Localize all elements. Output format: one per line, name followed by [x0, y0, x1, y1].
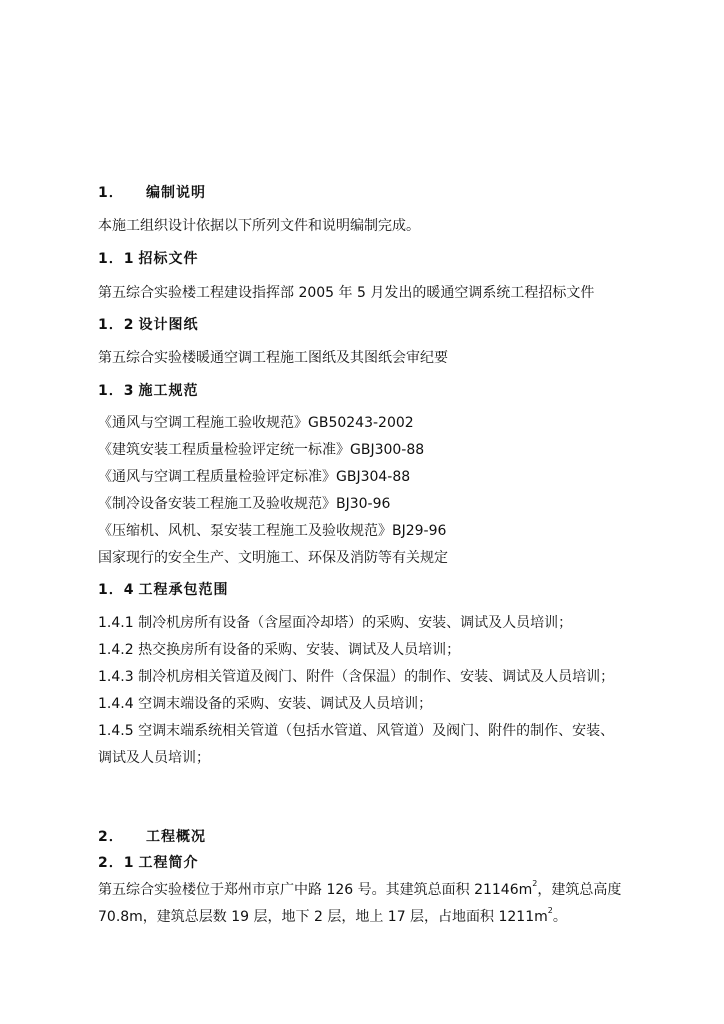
- standard-item: 《压缩机、风机、泵安装工程施工及验收规范》BJ29-96: [98, 523, 447, 539]
- subsection-title: 设计图纸: [138, 317, 199, 333]
- subsection-number: 2．1: [98, 855, 135, 871]
- text-run: 70.8m，建筑总层数 19 层，地下 2 层，地上 17 层，占地面积 1211m: [98, 909, 548, 925]
- superscript: 2: [532, 879, 538, 888]
- subsection-1-2-heading: [98, 316, 198, 334]
- standard-item: 《建筑安装工程质量检验评定统一标准》GBJ300-88: [98, 442, 425, 458]
- subsection-number: 1．2: [98, 317, 135, 333]
- section-number: 2．: [98, 829, 124, 845]
- subsection-1-1-heading: [98, 250, 198, 268]
- section-1-intro: 本施工组织设计依据以下所列文件和说明编制完成。: [98, 218, 420, 234]
- text-run: 第五综合实验楼位于郑州市京广中路 126 号。其建筑总面积 21146m: [98, 882, 533, 898]
- subsection-title: 施工规范: [138, 383, 199, 399]
- text-run: 。: [552, 909, 567, 925]
- superscript: 2: [547, 906, 553, 915]
- text-run: ，建筑总高度: [537, 882, 622, 898]
- scope-item: 1.4.2 热交换房所有设备的采购、安装、调试及人员培训；: [98, 642, 461, 658]
- subsection-1-1-text: 第五综合实验楼工程建设指挥部 2005 年 5 月发出的暖通空调系统工程招标文件: [98, 285, 595, 301]
- standard-item: 国家现行的安全生产、文明施工、环保及消防等有关规定: [98, 550, 448, 566]
- subsection-number: 1．3: [98, 383, 135, 399]
- subsection-number: 1．1: [98, 251, 135, 267]
- subsection-number: 1．4: [98, 582, 135, 598]
- section-number: 1．: [98, 185, 124, 201]
- subsection-1-2-text: 第五综合实验楼暖通空调工程施工图纸及其图纸会审纪要: [98, 350, 448, 366]
- section-title: 编制说明: [146, 185, 206, 201]
- section-title: 工程概况: [146, 829, 206, 845]
- project-intro-line-2: [98, 908, 567, 926]
- standard-item: 《通风与空调工程质量检验评定标准》GBJ304-88: [98, 469, 411, 485]
- subsection-title: 工程承包范围: [138, 582, 229, 598]
- subsection-1-3-heading: [98, 382, 198, 400]
- scope-item: 1.4.5 空调末端系统相关管道（包括水管道、风管道）及阀门、附件的制作、安装、: [98, 723, 615, 739]
- section-2-heading: [98, 828, 206, 846]
- subsection-title: 工程简介: [138, 855, 199, 871]
- section-1-heading: [98, 184, 206, 202]
- scope-item: 1.4.4 空调末端设备的采购、安装、调试及人员培训；: [98, 696, 433, 712]
- scope-item-continuation: 调试及人员培训；: [98, 750, 210, 766]
- scope-item: 1.4.1 制冷机房所有设备（含屋面冷却塔）的采购、安装、调试及人员培训；: [98, 615, 573, 631]
- subsection-2-1-heading: [98, 854, 198, 872]
- standard-item: 《制冷设备安装工程施工及验收规范》BJ30-96: [98, 496, 391, 512]
- scope-item: 1.4.3 制冷机房相关管道及阀门、附件（含保温）的制作、安装、调试及人员培训；: [98, 669, 615, 685]
- project-intro-line-1: [98, 881, 621, 899]
- subsection-1-4-heading: [98, 581, 228, 599]
- standard-item: 《通风与空调工程施工验收规范》GB50243-2002: [98, 415, 414, 431]
- subsection-title: 招标文件: [138, 251, 199, 267]
